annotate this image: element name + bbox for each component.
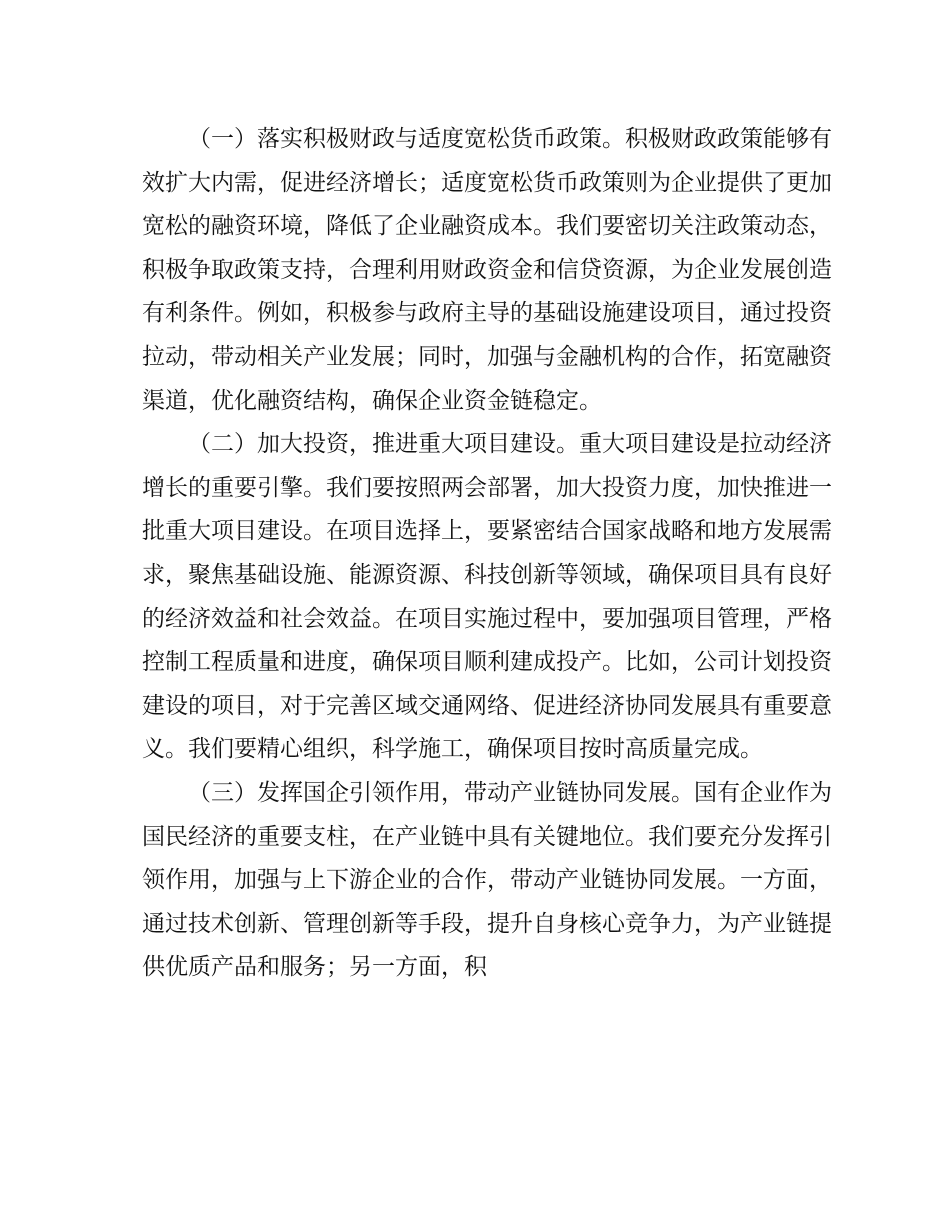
paragraph-soe-industry-chain: （三）发挥国企引领作用，带动产业链协同发展。国有企业作为国民经济的重要支柱，在产业链中具有关键地位。我们要充分发挥引领作用，加强与上下游企业的合作，带动产业链协同发展。一方面，通过技术创新、管理创新等手段，提升自身核心竞争力，为产业链提供优质产品和服务；另一方面，积 [142, 779, 832, 981]
paragraph-fiscal-monetary-policy: （一）落实积极财政与适度宽松货币政策。积极财政政策能够有效扩大内需，促进经济增长；适度宽松货币政策则为企业提供了更加宽松的融资环境，降低了企业融资成本。我们要密切关注政策动态，积极争取政策支持，合理利用财政资金和信贷资源，为企业发展创造有利条件。例如，积极参与政府主导的基础设施建设项目，通过投资拉动，带动相关产业发展；同时，加强与金融机构的合作，拓宽融资渠道，优化融资结构，确保企业资金链稳定。 [142, 126, 832, 414]
document-body [142, 118, 832, 990]
paragraph-major-project-investment: （二）加大投资，推进重大项目建设。重大项目建设是拉动经济增长的重要引擎。我们要按照两会部署，加大投资力度，加快推进一批重大项目建设。在项目选择上，要紧密结合国家战略和地方发展需求，聚焦基础设施、能源资源、科技创新等领域，确保项目具有良好的经济效益和社会效益。在项目实施过程中，要加强项目管理，严格控制工程质量和进度，确保项目顺利建成投产。比如，公司计划投资建设的项目，对于完善区域交通网络、促进经济协同发展具有重要意义。我们要精心组织，科学施工，确保项目按时高质量完成。 [142, 431, 832, 763]
